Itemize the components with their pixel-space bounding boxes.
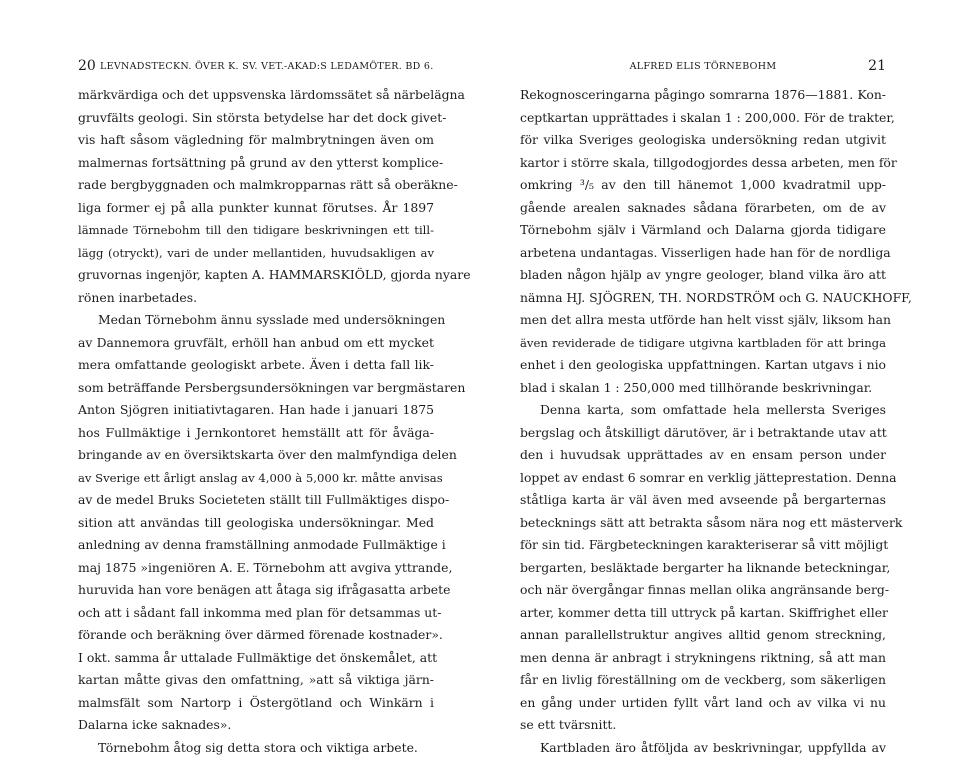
text-line: Medan Törnebohm ännu sysslade med undersökningen	[78, 309, 434, 332]
text-line: får en livlig föreställning om de veckberg, som säkerligen	[520, 669, 886, 692]
text-line: Kartbladen äro åtföljda av beskrivningar, uppfyllda av	[520, 737, 886, 759]
running-head-title: LEVNADSTECKN. ÖVER K. SV. VET.-AKAD:S LEDAMÖTER. BD 6.	[100, 61, 434, 72]
text-line: av de medel Bruks Societeten ställt till Fullmäktiges dispo-	[78, 489, 434, 512]
text-line: maj 1875 »ingeniören A. E. Törnebohm att avgiva yttrande,	[78, 557, 434, 580]
text-line: Denna karta, som omfattade hela mellersta Sveriges	[520, 399, 886, 422]
text-line: kartan måtte givas den omfattning, »att så viktiga järn-	[78, 669, 434, 692]
text-line: malmsfält som Nartorp i Östergötland och Winkärn i	[78, 692, 434, 715]
text-line: ceptkartan upprättades i skalan 1 : 200,000. För de trakter,	[520, 107, 886, 130]
text-line: kartor i större skala, tillgodogjordes dessa arbeten, men för	[520, 152, 886, 175]
text-line: som beträffande Persbergsundersökningen var bergmästaren	[78, 377, 434, 400]
text-line: I okt. samma år uttalade Fullmäktige det önskemålet, att	[78, 647, 434, 670]
text-line: och att i sådant fall inkomma med plan för detsammas ut-	[78, 602, 434, 625]
text-line: Törnebohm åtog sig detta stora och viktiga arbete.	[78, 737, 434, 759]
left-running-head	[78, 58, 436, 78]
text-line: rönen inarbetades.	[78, 287, 434, 310]
text-line: för vilka Sveriges geologiska undersökning redan utgivit	[520, 129, 886, 152]
running-head-title: ALFRED ELIS TÖRNEBOHM	[520, 61, 886, 72]
left-body-text	[78, 84, 434, 759]
text-line: och när övergångar finnas mellan olika angränsande berg-	[520, 579, 886, 602]
text-line: loppet av endast 6 somrar en verklig jätteprestation. Denna	[520, 467, 886, 490]
text-line: ståtliga karta är väl även med avseende på bergarternas	[520, 489, 886, 512]
text-line: lägg (otryckt), vari de under mellantiden, huvudsakligen av	[78, 242, 434, 265]
right-page	[480, 0, 960, 735]
text-line: annan parallellstruktur angives alltid genom streckning,	[520, 624, 886, 647]
text-line: mera omfattande geologiskt arbete. Även i detta fall lik-	[78, 354, 434, 377]
text-line: en gång under urtiden fyllt vårt land och av vilka vi nu	[520, 692, 886, 715]
text-line: den i huvudsak upprättades av en ensam person under	[520, 444, 886, 467]
text-line: sition att användas till geologiska undersökningar. Med	[78, 512, 434, 535]
text-line: gruvornas ingenjör, kapten A. HAMMARSKIÖLD, gjorda nyare	[78, 264, 434, 287]
text-line: arter, kommer detta till uttryck på kartan. Skiffrighet eller	[520, 602, 886, 625]
right-running-head	[520, 58, 886, 78]
text-line: enhet i den geologiska uppfattningen. Kartan utgavs i nio	[520, 354, 886, 377]
text-line: märkvärdiga och det uppsvenska lärdomssätet så närbelägna	[78, 84, 434, 107]
text-line: blad i skalan 1 : 250,000 med tillhörande beskrivningar.	[520, 377, 886, 400]
text-line: bergarten, besläktade bergarter ha liknande beteckningar,	[520, 557, 886, 580]
text-line: bladen någon hjälp av yngre geologer, bland vilka äro att	[520, 264, 886, 287]
text-line: huruvida han vore benägen att åtaga sig ifrågasatta arbete	[78, 579, 434, 602]
text-line: gruvfälts geologi. Sin största betydelse har det dock givet-	[78, 107, 434, 130]
text-line: av Dannemora gruvfält, erhöll han anbud om ett mycket	[78, 332, 434, 355]
text-line: även reviderade de tidigare utgivna kartbladen för att bringa	[520, 332, 886, 355]
page-number: 20	[78, 58, 96, 74]
text-line: hos Fullmäktige i Jernkontoret hemställt att för åväga-	[78, 422, 434, 445]
text-line: förande och beräkning över därmed förenade kostnader».	[78, 624, 434, 647]
text-line: bergslag och åtskilligt därutöver, är i betraktande utav att	[520, 422, 886, 445]
text-line: men denna är anbragt i strykningens riktning, så att man	[520, 647, 886, 670]
text-line: men det allra mesta utförde han helt visst själv, liksom han	[520, 309, 886, 332]
text-line: malmernas fortsättning på grund av den ytterst komplice-	[78, 152, 434, 175]
text-line: omkring ³/₅ av den till hänemot 1,000 kvadratmil upp-	[520, 174, 886, 197]
left-page	[0, 0, 480, 735]
text-line: Dalarna icke saknades».	[78, 714, 434, 737]
text-line: se ett tvärsnitt.	[520, 714, 886, 737]
text-line: gående arealen saknades sådana förarbeten, om de av	[520, 197, 886, 220]
right-body-text	[520, 84, 886, 759]
text-line: Rekognosceringarna pågingo somrarna 1876—1881. Kon-	[520, 84, 886, 107]
text-line: för sin tid. Färgbeteckningen karakteriserar så vitt möjligt	[520, 534, 886, 557]
text-line: Törnebohm själv i Värmland och Dalarna gjorda tidigare	[520, 219, 886, 242]
text-line: nämna HJ. SJÖGREN, TH. NORDSTRÖM och G. NAUCKHOFF,	[520, 287, 886, 310]
text-line: bringande av en översiktskarta över den malmfyndiga delen	[78, 444, 434, 467]
text-line: vis haft såsom vägledning för malmbrytningen även om	[78, 129, 434, 152]
text-line: Anton Sjögren initiativtagaren. Han hade i januari 1875	[78, 399, 434, 422]
text-line: av Sverige ett årligt anslag av 4,000 à 5,000 kr. måtte anvisas	[78, 467, 434, 490]
text-line: arbetena undantagas. Visserligen hade han för de nordliga	[520, 242, 886, 265]
text-line: betecknings sätt att betrakta såsom nära nog ett mästerverk	[520, 512, 886, 535]
text-line: lämnade Törnebohm till den tidigare beskrivningen ett till-	[78, 219, 434, 242]
text-line: liga former ej på alla punkter kunnat förutses. År 1897	[78, 197, 434, 220]
text-line: anledning av denna framställning anmodade Fullmäktige i	[78, 534, 434, 557]
text-line: rade bergbyggnaden och malmkropparnas rätt så oberäkne-	[78, 174, 434, 197]
page-number: 21	[868, 58, 886, 74]
